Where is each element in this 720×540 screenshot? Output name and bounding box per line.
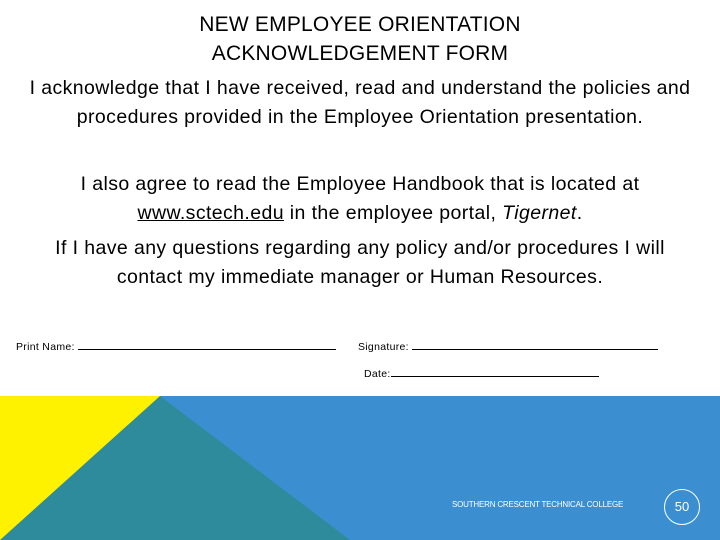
- handbook-text-middle: in the employee portal,: [283, 202, 503, 224]
- title-line-1: NEW EMPLOYEE ORIENTATION: [199, 13, 521, 36]
- date-field: [364, 366, 599, 381]
- signature-blank: [412, 339, 658, 350]
- print-name-blank: [78, 339, 336, 350]
- print-name-label: Print Name:: [16, 341, 75, 353]
- college-name: SOUTHERN CRESCENT TECHNICAL COLLEGE: [452, 500, 624, 509]
- signature-field: [358, 339, 658, 354]
- sctech-link[interactable]: www.sctech.edu: [137, 202, 284, 224]
- signature-label: Signature:: [358, 341, 409, 353]
- handbook-text-before: I also agree to read the Employee Handbook that is located at: [80, 173, 640, 195]
- footer-background: [0, 396, 720, 540]
- date-label: Date:: [364, 368, 391, 380]
- page-number: 50: [664, 489, 700, 525]
- print-name-field: [16, 339, 336, 354]
- questions-paragraph: If I have any questions regarding any policy and/or procedures I will contact my immediate manager or Human Resources.: [55, 237, 665, 288]
- handbook-text-after: .: [576, 202, 583, 224]
- handbook-paragraph: [20, 170, 700, 228]
- slide-title: [0, 10, 720, 68]
- acknowledgement-paragraph: I acknowledge that I have received, read and understand the policies and procedures provided in the Employee Orientation presentation.: [29, 77, 691, 128]
- title-line-2: ACKNOWLEDGEMENT FORM: [211, 42, 509, 65]
- date-blank: [391, 366, 599, 377]
- portal-name: Tigernet: [502, 202, 577, 224]
